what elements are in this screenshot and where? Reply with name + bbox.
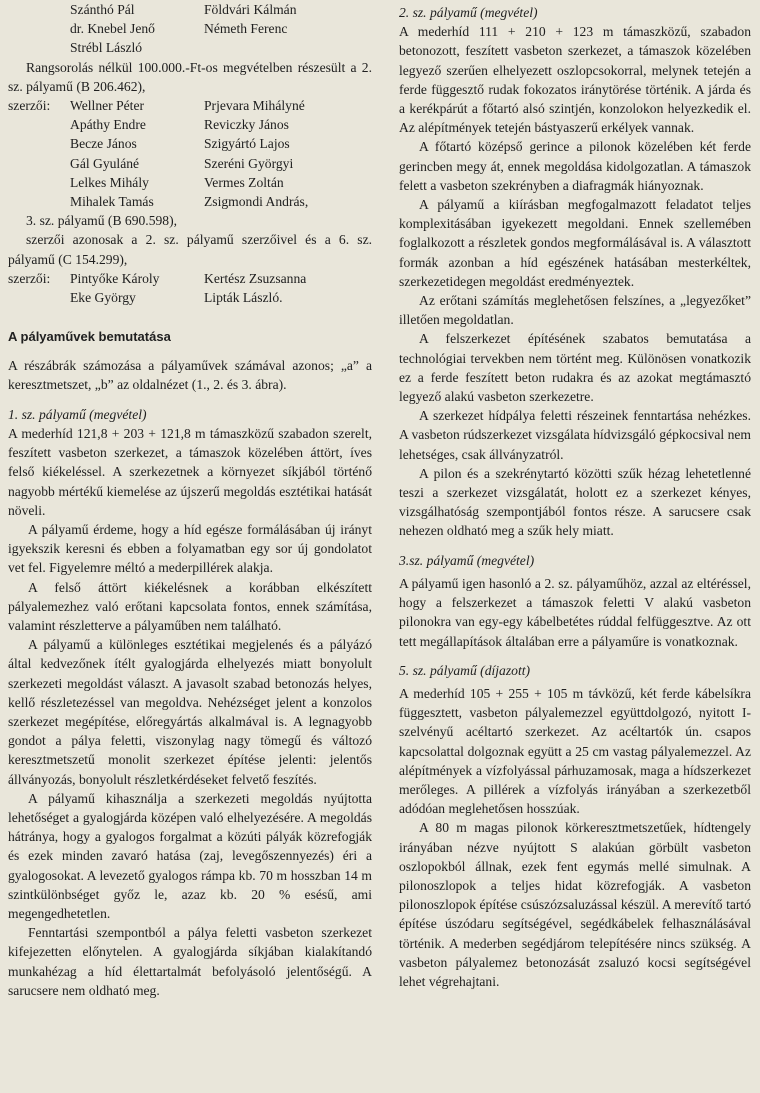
credit-name: Szánthó Pál bbox=[70, 2, 135, 17]
body-paragraph: A pályamű a különleges esztétikai megjelenés és a pályázó által kedvezőnek ítélt gyalogjárda elhelyezés miatt bonyolult szerkezeti megoldást választ. A javasolt szabad betonozás helyes, kellő részletezéssel van megoldva. Nehézséget jelent a konzolos szerkezet megépítése, előregyártás alkalmával is. A legnagyobb gondot a pálya feletti, viszonylag nagy tömegű és változó keresztmetszetű monolit szerkezet építése jelenti: jelentős állványozás, bonyolult részletkérdéseket felvető feszítés. bbox=[8, 637, 372, 787]
author-name: Eke György bbox=[70, 289, 136, 305]
subsection-heading: 2. sz. pályamű (megvétel) bbox=[399, 5, 538, 20]
author-name: Szeréni Györgyi bbox=[204, 155, 294, 171]
ranking-paragraph: szerzői azonosak a 2. sz. pályamű szerzőivel és a 6. sz. pályamű (C 154.299), bbox=[8, 232, 372, 267]
author-name: Lipták László. bbox=[204, 289, 283, 305]
author-row bbox=[8, 288, 372, 307]
author-name: Wellner Péter bbox=[70, 97, 145, 113]
body-paragraph: A főtartó középső gerince a pilonok közelében két ferde gerincben megy át, ennek megoldása kidolgozatlan. A támaszok felett a vasbeton szekrényben a diafragmák hiányoznak. bbox=[399, 139, 751, 193]
body-paragraph: A felső áttört kiékelésnek a korábban elkészített pályalemezhez való erőtani kapcsolata fontos, ennek számítása, valamint részletterve a pályaműben nem található. bbox=[8, 579, 372, 633]
credit-name: Strébl László bbox=[70, 40, 143, 56]
author-row bbox=[8, 269, 372, 288]
section-intro: A részábrák számozása a pályaművek számával azonos; „a” a keresztmetszet, „b” az oldalnézet (1., 2. és 3. ábra). bbox=[8, 358, 372, 393]
body-paragraph: A 80 m magas pilonok körkeresztmetszetűek, hídtengely irányában nézve nyújtott S alakúan görbült vasbeton oszlopokból állnak, ezek fent egymás mellé simulnak. A pilonoszlopok a teljes hidat közrefogják. A vasbeton pilonoszlopok építése csúszózsaluzással készül. A merevítő tartó építése úszódaru segítségével, segédkábelek felhasználásával történik. A mederben segédjárom telepítésére nincs szükség. A vasbeton pályalemez betonozását zsaluzó kocsi segítségével lehet végrehajtani. bbox=[399, 820, 751, 989]
body-paragraph: A pályamű igen hasonló a 2. sz. pályaműhöz, azzal az eltéréssel, hogy a felszerkezet a támaszok feletti V alakú vasbeton pilonokra van egy-egy kábelbetétes rúddal felfüggesztve. Az ott tett megállapítások általában erre a pályaműre is vonatkoznak. bbox=[399, 575, 751, 649]
section-heading: A pályaművek bemutatása bbox=[8, 329, 171, 345]
author-name: Kertész Zsuzsanna bbox=[204, 270, 307, 286]
author-row bbox=[8, 115, 372, 134]
credit-name: Németh Ferenc bbox=[204, 21, 288, 37]
body-paragraph: A mederhíd 105 + 255 + 105 m távközű, két ferde kábelsíkra függesztett, vasbeton pályalemezzel együttdolgozó, nyitott I-szelvényű acéltartó szerkezet. Az acéltartók ún. csapos kapcsolattal dolgoznak együtt a 25 cm vastag pályalemezzel. Az alépítmények a vízfolyással párhuzamosak, maga a hídszerkezet merőleges. A pillérek a vízfolyás irányában a szerkezetből adódóan meglehetősen hosszúak. bbox=[399, 685, 751, 817]
ranking-paragraph: Rangsorolás nélkül 100.000.-Ft-os megvételben részesült a 2. sz. pályamű (B 206.462), bbox=[8, 59, 372, 94]
ranking-paragraph: 3. sz. pályamű (B 690.598), bbox=[26, 213, 178, 229]
author-name: Mihalek Tamás bbox=[70, 193, 154, 209]
right-column bbox=[399, 3, 751, 991]
author-row bbox=[8, 134, 372, 153]
author-name: Apáthy Endre bbox=[70, 117, 146, 133]
credit-row bbox=[8, 19, 372, 38]
body-paragraph: Fenntartási szempontból a pálya feletti vasbeton szerkezet kifejezetten előnytelen. A gyalogjárda síkjában kialakítandó munkahézag a híd élettartalmát befolyásoló jelentőségű. A sarucsere nem oldható meg. bbox=[8, 925, 372, 998]
body-paragraph: A mederhíd 121,8 + 203 + 121,8 m támaszközű szabadon szerelt, feszített vasbeton szerkezet, a támaszok közelében áttört, íves felső kiékeléssel. A szerkezetnek a környezet síkjából történő nagyobb mértékű kiemelése az újszerű megoldás esztétikai hatását növeli. bbox=[8, 425, 372, 518]
author-name: Vermes Zoltán bbox=[204, 174, 284, 190]
author-name: Szigyártó Lajos bbox=[204, 136, 290, 152]
author-name: Lelkes Mihály bbox=[70, 174, 149, 190]
authors-label: szerzői: bbox=[8, 270, 51, 286]
subsection-heading: 5. sz. pályamű (díjazott) bbox=[399, 662, 531, 678]
credit-name: dr. Knebel Jenő bbox=[70, 21, 155, 37]
subsection-heading: 3.sz. pályamű (megvétel) bbox=[399, 552, 535, 568]
credit-row bbox=[8, 0, 372, 19]
author-row bbox=[8, 96, 372, 115]
body-paragraph: A pályamű kihasználja a szerkezeti megoldás nyújtotta lehetőséget a gyalogjárda középen való elhelyezésére. A megoldás hátránya, hogy a gyalogos forgalmat a közúti pályák közrefogják és ezek minden zavaró hatása (zaj, levegőszennyezés) éri a gyalogosokat. A levezető gyalogos rámpa kb. 70 m hosszban 14 m szintkülönbséget győz le, azaz kb. 20 % esésű, ami megengedhetetlen. bbox=[8, 790, 372, 921]
body-paragraph: A szerkezet hídpálya feletti részeinek fenntartása nehézkes. A vasbeton rúdszerkezet vizsgálata hídvizsgáló gépkocsival nem lehetséges, csak állványzatról. bbox=[399, 408, 751, 462]
author-name: Becze János bbox=[70, 136, 137, 152]
body-paragraph: A pilon és a szekrénytartó közötti szűk hézag lehetetlenné teszi a szerkezet vizsgálatát, holott ez a szerkezet kényes, vizsgálhatóság szempontjából fontos része. A sarucsere csak nehezen oldható meg a szűk hely miatt. bbox=[399, 465, 751, 539]
body-paragraph: Az erőtani számítás meglehetősen felszínes, a „legyezőket” illetően megoldatlan. bbox=[399, 293, 751, 328]
credit-name: Földvári Kálmán bbox=[204, 2, 297, 17]
body-paragraph: A felszerkezet építésének szabatos bemutatása a technológiai tervekben nem történt meg. Különösen vonatkozik ez a ferde feszített beton rudakra és az azokat megtámasztó legyező alakú vasbeton szerkezetre. bbox=[399, 331, 751, 405]
credit-row bbox=[8, 38, 372, 57]
body-paragraph: A mederhíd 111 + 210 + 123 m támaszközű, szabadon betonozott, feszített vasbeton szerkezet, a támaszok közelében legyező szerűen elhelyezett oszlopcsokorral, melynek tetején a ferde függesztő rudak fokozatos iránytörése történik. A járda és a kerékpárút a főtartó alsó szintjén, konzolokon helyezkedik el. Az alépítmények tetején bástyaszerű erkélyek vannak. bbox=[399, 24, 751, 136]
author-name: Prjevara Mihályné bbox=[204, 97, 305, 113]
author-name: Zsigmondi András, bbox=[204, 193, 309, 209]
body-paragraph: A pályamű a kiírásban megfogalmazott feladatot teljes komplexitásában igyekezett megoldani. Ennek szellemében foglalkozott a részletek gondos megformálásával is. A választott formák azonban a híd egészének hatásában mesterkéltek, szerkezetidegen megoldást eredményeztek. bbox=[399, 197, 751, 289]
authors-label: szerzői: bbox=[8, 97, 51, 113]
author-row bbox=[8, 173, 372, 192]
author-row bbox=[8, 154, 372, 173]
body-paragraph: A pályamű érdeme, hogy a híd egésze formálásában új irányt igyekszik keresni és ebben a folyamatban egy sor új gondolatot vet fel. Figyelemre méltó a mederpillérek alakja. bbox=[8, 521, 372, 576]
author-name: Pintyőke Károly bbox=[70, 270, 160, 286]
author-row bbox=[8, 192, 372, 211]
subsection-heading: 1. sz. pályamű (megvétel) bbox=[8, 406, 147, 422]
author-name: Gál Gyuláné bbox=[70, 155, 140, 171]
author-name: Reviczky János bbox=[204, 117, 289, 133]
left-column bbox=[8, 0, 372, 1000]
